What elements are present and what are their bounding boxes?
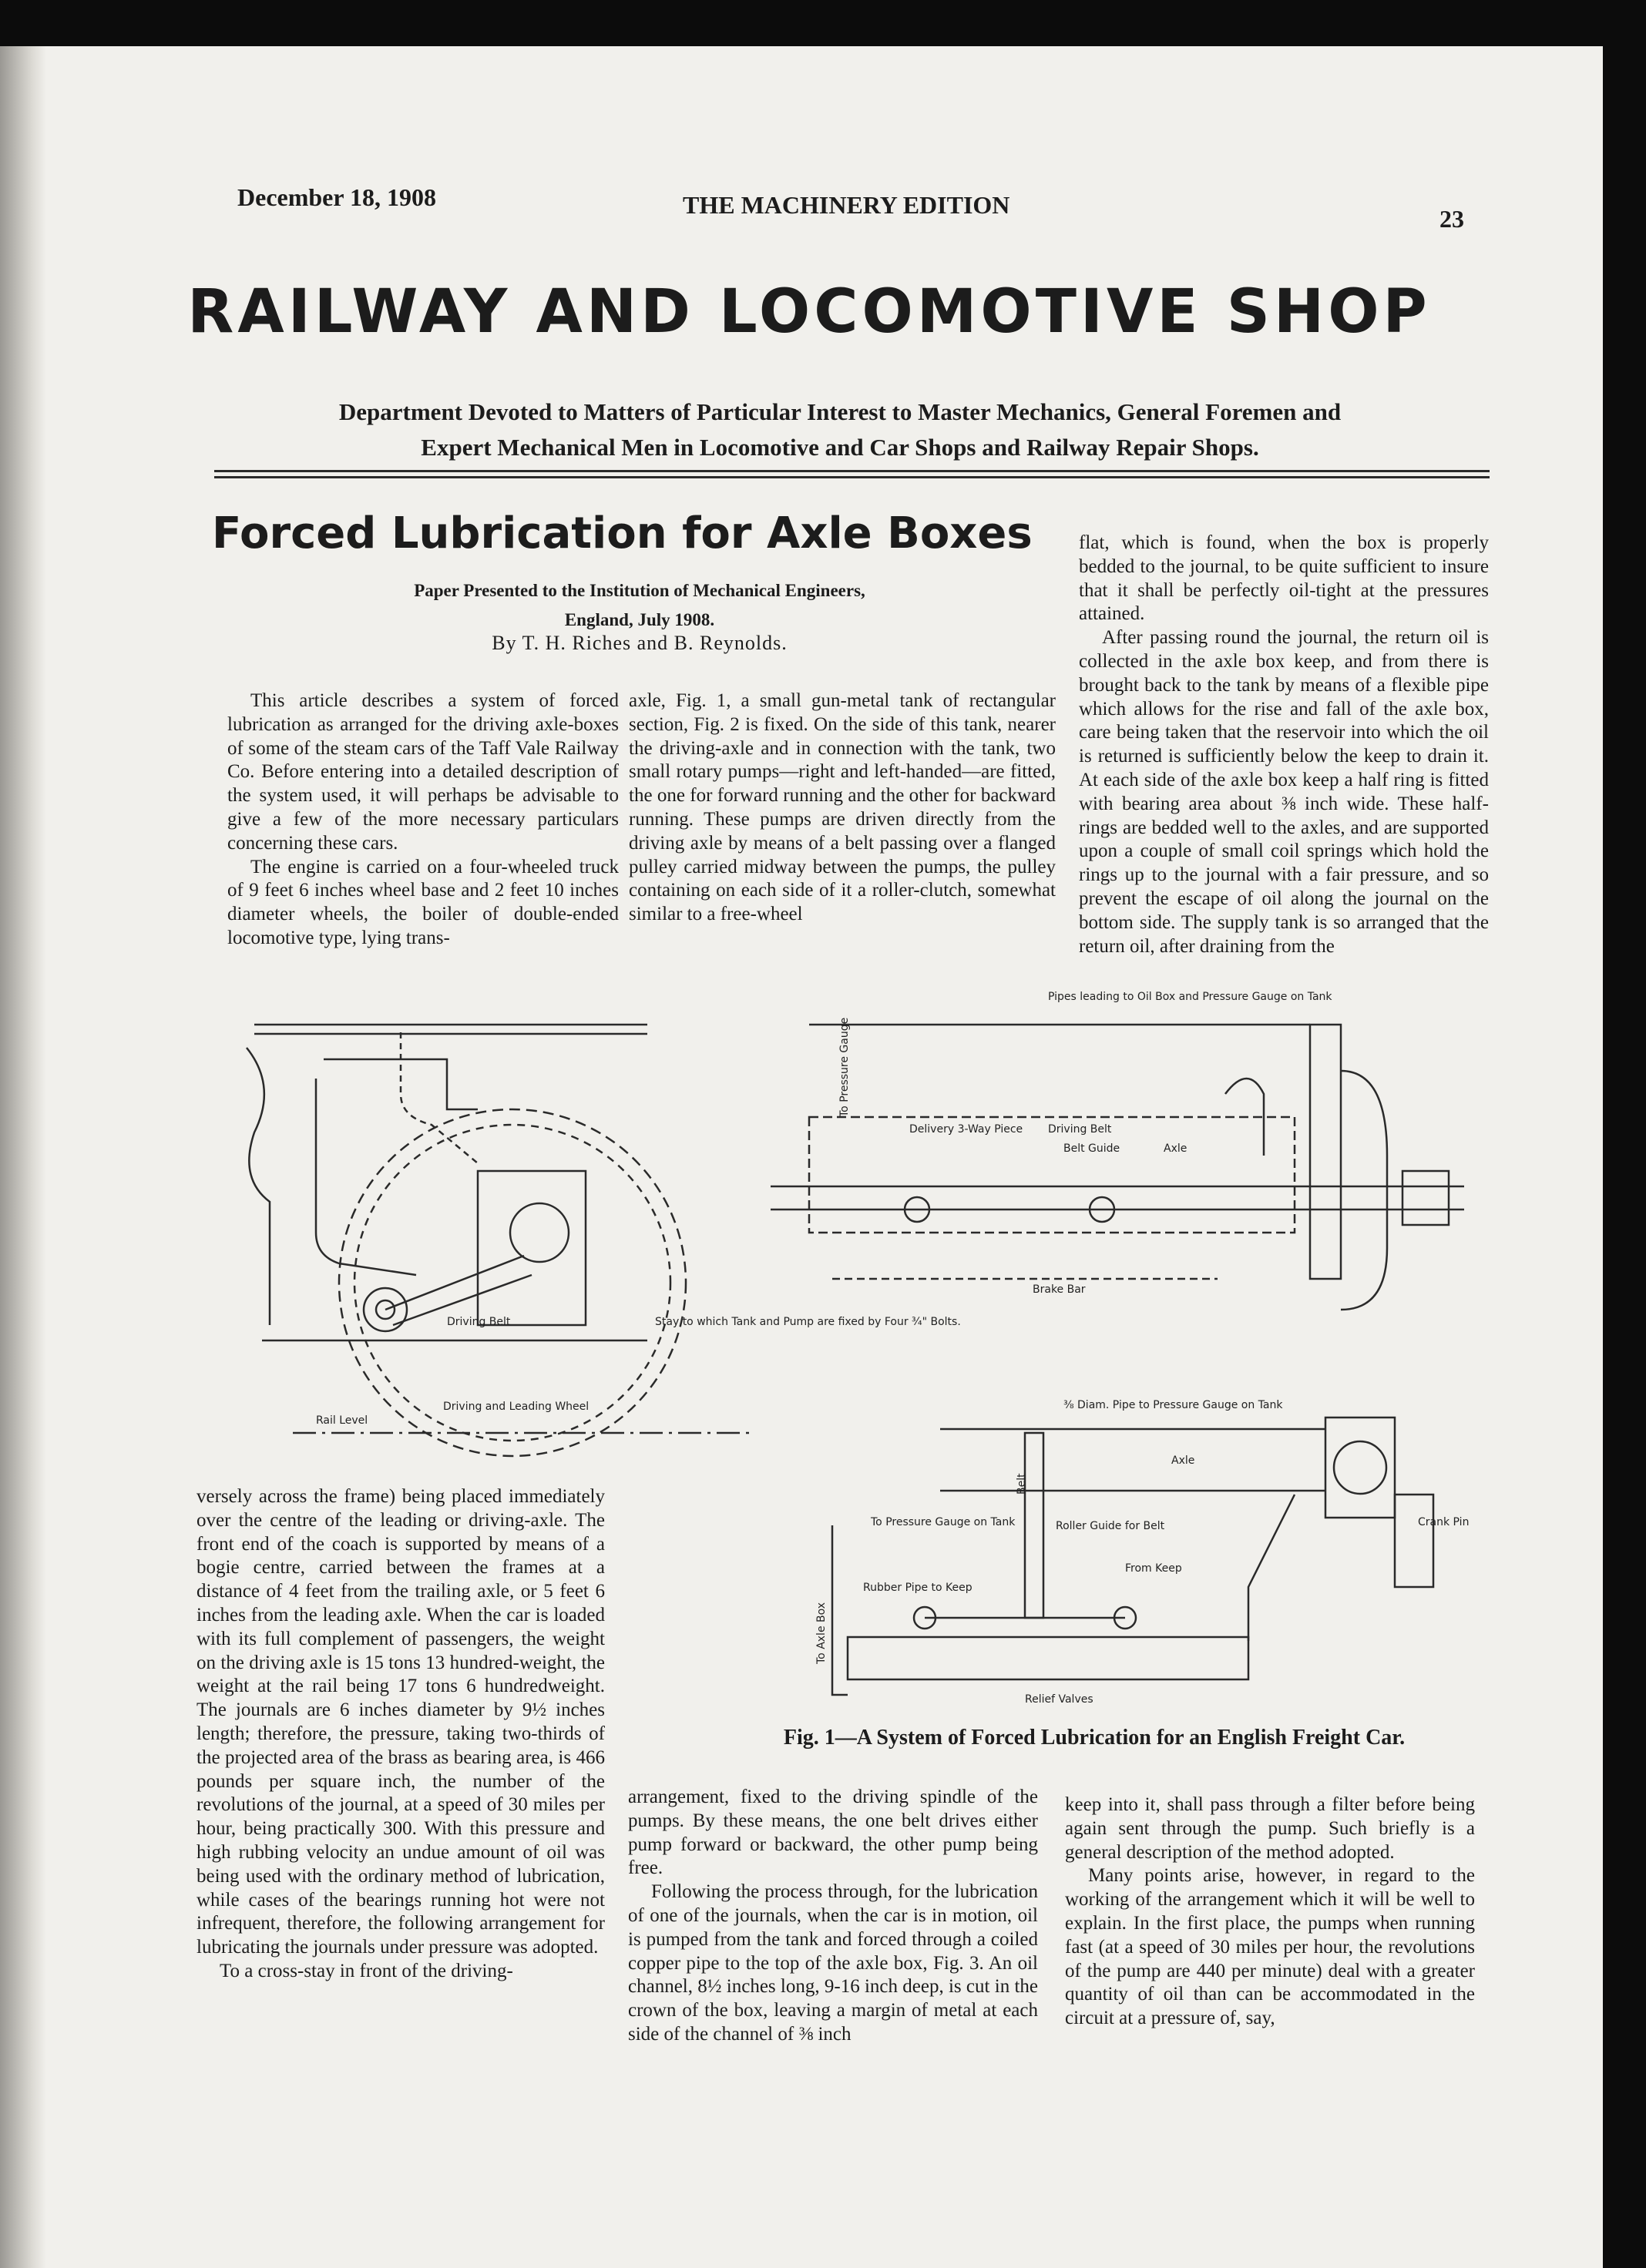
delivery-label: Delivery 3-Way Piece <box>909 1123 1023 1136</box>
belt-label: Belt <box>1016 1473 1028 1495</box>
crank-pin <box>1395 1495 1433 1587</box>
column-3-top <box>1079 532 1489 958</box>
paragraph: flat, which is found, when the box is properly bedded to the journal, to be quite sufficient to insure that it shall be perfectly oil-tight at the pressures attained. <box>1079 532 1489 625</box>
stay-label: Stay to which Tank and Pump are fixed by Four ¾" Bolts. <box>655 1316 961 1328</box>
oil-pipe <box>316 1079 416 1275</box>
column-2-bottom <box>628 1786 1038 2047</box>
frame-outline <box>247 1048 270 1325</box>
axle-bottom-label: Axle <box>1171 1454 1195 1467</box>
to-pressure-gauge-label: To Pressure Gauge <box>838 1017 851 1117</box>
paragraph: To a cross-stay in front of the driving- <box>220 1960 513 1981</box>
rail-level-label: Rail Level <box>316 1414 368 1427</box>
newspaper-page <box>0 46 1603 2268</box>
detail-tank <box>848 1637 1248 1679</box>
plan-axle-end <box>1402 1171 1449 1225</box>
column-2-top <box>629 689 1056 927</box>
detail-journal <box>1334 1441 1386 1494</box>
detail-axle-box <box>1325 1418 1395 1518</box>
plan-wheel-face <box>1310 1025 1341 1279</box>
paragraph: After passing round the journal, the return oil is collected in the axle box keep, and from there is brought back to the tank by means of a flexible pipe which allows for the rise and fall of the axle box, care being taken that the reservoir into which the oil is returned is sufficiently below the keep to drain it. At each side of the axle box keep a half ring is fitted with bearing area about ⅜ inch wide. These half-rings are bedded well to the axles, and are supported upon a couple of small coil springs which hold the rings up to the journal with a fair pressure, and so prevent the escape of oil along the journal on the bottom side. The supply tank is so arranged that the return oil, after draining from the <box>1079 627 1489 957</box>
belt-guide-label: Belt Guide <box>1063 1142 1120 1155</box>
driving-belt-label: Driving Belt <box>1048 1123 1112 1136</box>
driving-belt-left-label: Driving Belt <box>447 1316 511 1328</box>
from-keep-label: From Keep <box>1125 1562 1182 1575</box>
column-1-bottom <box>197 1485 605 1984</box>
crank-pin-label: Crank Pin <box>1418 1516 1470 1528</box>
drive-belt <box>385 1256 524 1310</box>
axle-box <box>478 1171 586 1325</box>
detail-pipe-left <box>832 1525 848 1695</box>
detail-belt <box>1025 1433 1043 1618</box>
header-rule-bottom <box>214 476 1490 478</box>
brake-bar-label: Brake Bar <box>1033 1283 1086 1296</box>
article-byline: By T. H. Riches and B. Reynolds. <box>492 632 788 654</box>
header-rule-top <box>214 470 1490 472</box>
paragraph: Following the process through, for the lubrication of one of the journals, when the car is in motion, oil is pumped from the tank and forced through a coiled copper pipe to the top of the axle box, Fig. 3. An oil channel, 8½ inches long, 9-16 inch deep, is cut in the crown of the box, leaving a margin of metal at each side of the channel of ⅜ inch <box>628 1881 1038 2045</box>
paragraph: versely across the frame) being placed immediately over the centre of the leading or driving-axle. The front end of the coach is supported by means of a bogie centre, carried between the frames at a distance of 4 feet from the trailing axle, or 5 feet 6 inches from the leading axle. When the car is loaded with its full complement of passengers, the weight on the driving axle is 15 tons 13 hundred-weight, the weight at the rail being 17 tons 6 hundredweight. The journals are 6 inches diameter by 9½ inches length; therefore, the pressure, taking two-thirds of the projected area of the brass as bearing area, is 466 pounds per square inch, the number of the revolutions of the journal, at a speed of 30 miles per hour, being practically 300. With this pressure and high rubbing velocity an undue amount of oil was being used with the ordinary method of lubrication, while cases of the bearings running hot were not infrequent, therefore, the following arrangement for lubricating the journals under pressure was adopted. <box>197 1486 605 1958</box>
paragraph: axle, Fig. 1, a small gun-metal tank of rectangular section, Fig. 2 is fixed. On the side of this tank, nearer the driving-axle and in connection with the tank, two small rotary pumps—right and left-handed—are fitted, the one for forward running and the other for backward running. These pumps are driven directly from the driving axle by means of a belt passing over a flanged pulley carried midway between the pumps, the pulley containing on each side of it a roller-clutch, somewhat similar to a free-wheel <box>629 690 1056 925</box>
to-pressure-gauge-tank-label: To Pressure Gauge on Tank <box>871 1516 1016 1528</box>
paragraph: The engine is carried on a four-wheeled truck of 9 feet 6 inches wheel base and 2 feet 10 inches diameter wheels, the boiler of double-ended locomotive type, lying trans- <box>227 856 619 948</box>
page-spine-shadow <box>0 46 46 2268</box>
rubber-pipe-label: Rubber Pipe to Keep <box>863 1582 972 1594</box>
column-1-top <box>227 689 619 951</box>
paragraph: keep into it, shall pass through a filter before being again sent through the pump. Such briefly is a general description of the method adopted. <box>1065 1794 1475 1863</box>
section-description: Department Devoted to Matters of Particular Interest to Master Mechanics, General Foremen and Expert Mechanical Men in Locomotive and Car Shops and Railway Repair Shops. <box>338 398 1342 461</box>
article-title: Forced Lubrication for Axle Boxes <box>212 508 1033 559</box>
figure-caption: Fig. 1—A System of Forced Lubrication for an English Freight Car. <box>783 1726 1406 1750</box>
issue-date: December 18, 1908 <box>237 183 436 211</box>
paragraph: This article describes a system of forced lubrication as arranged for the driving axle-boxes of some of the steam cars of the Taff Vale Railway Co. Before entering into a detailed description of the system used, it will perhaps be advisable to give a few of the more necessary particulars concerning these cars. <box>227 690 619 854</box>
paragraph: arrangement, fixed to the driving spindle of the pumps. By these means, the one belt drives either pump forward or backward, the other pump being free. <box>628 1787 1038 1879</box>
pipes-top-label: Pipes leading to Oil Box and Pressure Gauge on Tank <box>1048 991 1332 1003</box>
pipe-diam-label: ⅜ Diam. Pipe to Pressure Gauge on Tank <box>1063 1399 1283 1411</box>
edition-title: THE MACHINERY EDITION <box>683 191 1010 219</box>
section-title: RAILWAY AND LOCOMOTIVE SHOP <box>187 277 1431 347</box>
column-3-bottom <box>1065 1793 1475 2031</box>
axle-journal <box>510 1203 569 1262</box>
detail-pipe-right <box>1248 1495 1295 1641</box>
relief-valves-label: Relief Valves <box>1025 1693 1093 1706</box>
axle-top-label: Axle <box>1164 1142 1187 1155</box>
to-axle-box-label: To Axle Box <box>815 1602 828 1664</box>
wheel-label: Driving and Leading Wheel <box>443 1401 590 1413</box>
page-number: 23 <box>1439 205 1464 233</box>
plan-wheel <box>1341 1071 1387 1310</box>
paragraph: Many points arise, however, in regard to the working of the arrangement which it will be well to explain. In the first place, the pumps when running fast (at a speed of 30 miles per hour, the revolutions of the pump are 440 per minute) deal with a greater quantity of oil than can be accommodated in the circuit at a pressure of, say, <box>1065 1865 1475 2029</box>
roller-guide-label: Roller Guide for Belt <box>1056 1520 1165 1532</box>
article-subtitle: Paper Presented to the Institution of Mechanical Engineers, England, July 1908. <box>414 581 865 629</box>
